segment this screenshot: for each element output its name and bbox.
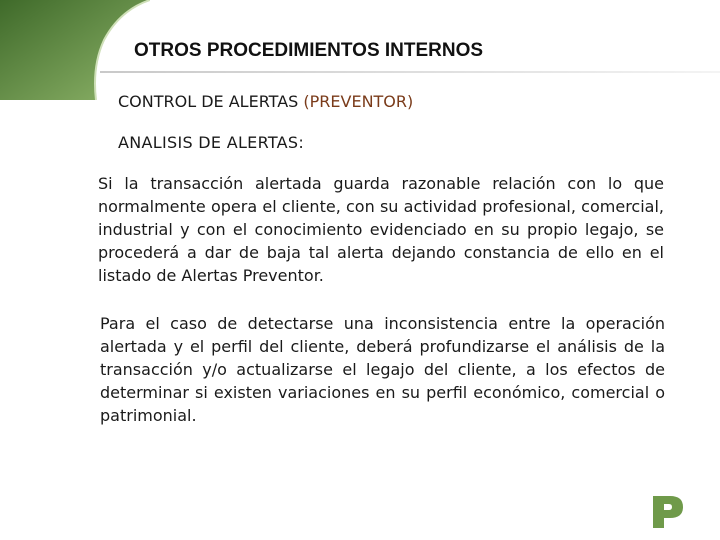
body-paragraph-2: Para el caso de detectarse una inconsistencia entre la operación alertada y el perfil del cliente, deberá profundizarse el análisis de la transacción y/o actualizarse el legajo del cliente, a los efectos de determinar si existen variaciones en su perfil económico, comercial o patrimonial. (100, 314, 665, 425)
corner-decoration (0, 0, 150, 100)
subheading-accent: (PREVENTOR) (303, 92, 414, 111)
p-brand-logo-icon (650, 493, 686, 531)
title-divider (100, 71, 720, 73)
analysis-heading: ANALISIS DE ALERTAS: (118, 133, 305, 152)
subheading-main: CONTROL DE ALERTAS (118, 92, 299, 111)
page-title: OTROS PROCEDIMIENTOS INTERNOS (134, 40, 484, 61)
section-subheading (118, 92, 413, 111)
body-paragraph-1: Si la transacción alertada guarda razonable relación con lo que normalmente opera el cliente, con su actividad profesional, comercial, industrial y con el conocimiento evidenciado en su propio legajo, se procederá a dar de baja tal alerta dejando constancia de ello en el listado de Alertas Preventor. (98, 174, 664, 285)
